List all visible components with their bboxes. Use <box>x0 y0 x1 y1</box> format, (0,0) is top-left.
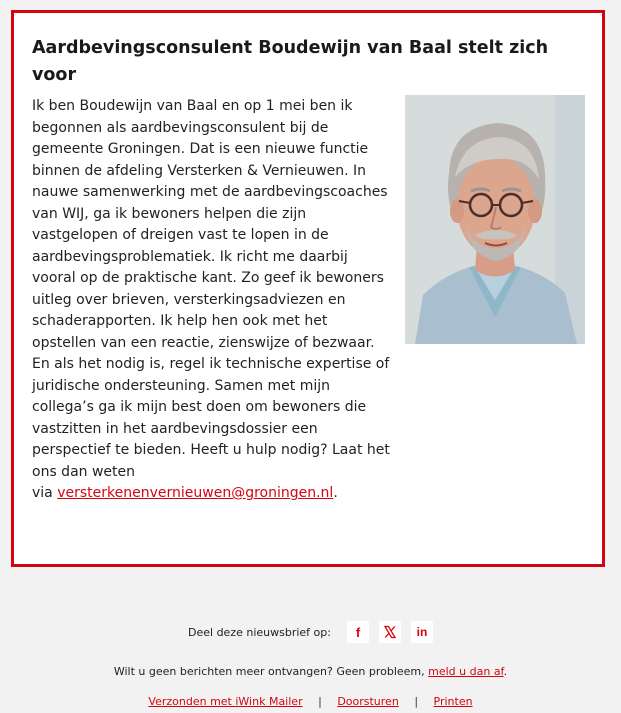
email-link[interactable]: versterkenenvernieuwen@groningen.nl <box>57 485 334 501</box>
linkedin-share-button[interactable] <box>411 621 433 643</box>
article-paragraph: Ik ben Boudewijn van Baal en op 1 mei ben ik begonnen als aardbevingsconsulent bij de gemeente Groningen. Dat is een nieuwe functie binnen de afdeling Versterken & Vernieuwen. In nauwe samenwerking met de aardbevingscoaches van WIJ, ga ik bewoners helpen die zijn vastgelopen of dreigen vast te lopen in de aardbevingsproblematiek. Ik richt me daarbij vooral op de praktische kant. Zo geef ik bewoners uitleg over brieven, versterkingsadviezen en schaderapporten. Ik help hen ook met het opstellen van een reactie, zienswijze of bezwaar. En als het nodig is, regel ik technische expertise of juridische ondersteuning. Samen met mijn collega’s ga ik mijn best doen om bewoners die vastzitten in het aardbevingsdossier een perspectief te bieden. Heeft u hulp nodig? Laat het ons dan weten <box>32 98 390 480</box>
portrait-photo <box>405 95 585 344</box>
link-separator: | <box>414 695 419 708</box>
x-share-button[interactable] <box>379 621 401 643</box>
via-label: via <box>32 485 53 501</box>
facebook-icon: f <box>355 624 361 640</box>
linkedin-icon: in <box>416 625 428 639</box>
unsubscribe-period: . <box>503 665 508 678</box>
article-body <box>32 96 394 505</box>
link-separator: | <box>318 695 322 708</box>
unsubscribe-text: Wilt u geen berichten meer ontvangen? Geen probleem, <box>113 665 425 678</box>
x-icon <box>383 625 397 639</box>
forward-link[interactable]: Doorsturen <box>337 695 399 708</box>
share-label: Deel deze nieuwsbrief op: <box>188 625 331 639</box>
portrait-illustration <box>405 95 585 344</box>
sent-with-link[interactable]: Verzonden met iWink Mailer <box>148 695 303 708</box>
article-card <box>11 10 605 567</box>
facebook-share-button[interactable] <box>347 621 369 643</box>
article-title: Aardbevingsconsulent Boudewijn van Baal stelt zich voor <box>32 38 549 85</box>
footer-links <box>0 695 621 708</box>
period: . <box>333 485 338 501</box>
share-row <box>0 620 621 644</box>
unsubscribe-line <box>0 665 621 678</box>
print-link[interactable]: Printen <box>433 695 473 708</box>
unsubscribe-link[interactable]: meld u dan af <box>428 665 504 678</box>
